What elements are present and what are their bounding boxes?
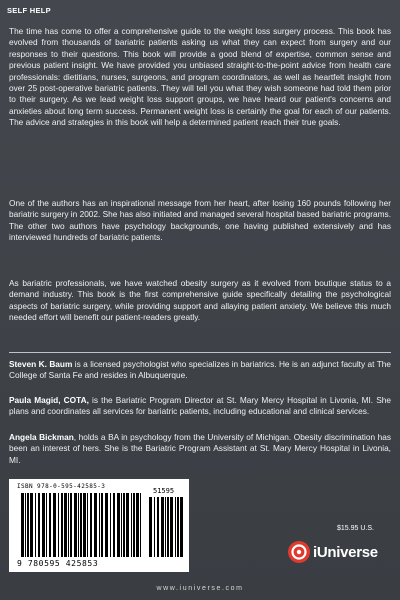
barcode-bar	[113, 493, 115, 557]
barcode-bar	[117, 493, 120, 557]
barcode-bar	[27, 493, 29, 557]
barcode-bar	[46, 493, 47, 557]
barcode-bar	[80, 493, 82, 557]
barcode-bar	[64, 493, 67, 557]
description-paragraph-3: As bariatric professionals, we have watched obesity surgery as it evolved from boutique status to a demand industry. This book is the first comprehensive guide specifically detailing the psychological aspects of bariatric surgery, while providing support and allaying patient anxiety. We believe this much needed effort will benefit our patient-readers greatly.	[9, 278, 391, 323]
publisher-name: iUniverse	[313, 543, 378, 561]
barcode-bar	[78, 493, 79, 557]
section-divider	[9, 352, 391, 353]
barcode-bar	[83, 493, 86, 557]
barcode-bar	[25, 493, 26, 557]
barcode-bar	[38, 493, 40, 557]
barcode-bar	[105, 493, 108, 557]
author-name: Angela Bickman	[9, 432, 74, 442]
description-paragraph-2: One of the authors has an inspirational message from her heart, after losing 160 pounds following her bariatric surgery in 2002. She has also initiated and managed several hospital based bariatric programs. The other two authors have psychology backgrounds, one having published extensively and has interviewed hundreds of bariatric patients.	[9, 198, 391, 243]
isbn-number: ISBN 978-0-595-42585-3	[17, 483, 106, 490]
barcode-bar	[121, 493, 122, 557]
category-label: SELF HELP	[7, 6, 51, 15]
barcode-price-code: 51595	[153, 487, 175, 495]
price-label: $15.95 U.S.	[337, 525, 374, 532]
barcode-bar	[94, 493, 97, 557]
barcode-bar	[154, 497, 155, 557]
description-paragraph-1: The time has come to offer a comprehensive guide to the weight loss surgery process. This book has evolved from thousands of bariatric patients asking us what they can expect from surgery and our responses to their questions. This book will provide a good blend of expertise, common sense and previous patient insight. We have provided you unbiased straight-to-the-point advice from health care professionals: dietitians, nurses, surgeons, and program coordinators, as well as heartfelt insight from over 25 post-operative bariatric patients. They will tell you what they wish someone had told them prior to their surgery. As we lead weight loss support groups, we have heard our patient's concerns and anxieties about long term success. Permanent weight loss is certainly the goal for each of our patients. The advice and strategies in this book will help a determined patient reach their true goals.	[9, 26, 391, 128]
barcode-bar	[131, 493, 132, 557]
publisher-website: www.iuniverse.com	[156, 585, 244, 592]
barcode-bar	[180, 497, 183, 557]
barcode-bar	[157, 497, 159, 557]
barcode-bars-addon	[149, 497, 183, 557]
barcode-bar	[126, 493, 129, 557]
barcode-bar	[74, 493, 77, 557]
iuniverse-logo-icon	[287, 540, 311, 564]
barcode-bar	[161, 497, 164, 557]
barcode-bar	[35, 493, 36, 557]
barcode-bar	[68, 493, 69, 557]
barcode-bar	[177, 497, 179, 557]
barcode-bar	[70, 493, 72, 557]
author-bio-text: is a licensed psychologist who specializes in bariatrics. He is an adjunct faculty at The College of Santa Fe and resides in Albuquerque.	[9, 359, 391, 381]
barcode-bar	[42, 493, 45, 557]
author-bio-text: is the Bariatric Program Director at St. Mary Mercy Hospital in Livonia, MI. She plans and coordinates all services for bariatric patients, including educational and clinical services.	[9, 395, 391, 417]
author-name: Paula Magid, COTA,	[9, 395, 89, 405]
author-bio-text: , holds a BA in psychology from the University of Michigan. Obesity discrimination has been an interest of hers. She is the Bariatric Program Assistant at St. Mary Mercy Hospital in Livonia, MI.	[9, 432, 391, 465]
barcode-bar	[133, 493, 135, 557]
barcode-bar	[53, 493, 56, 557]
barcode-bar	[99, 493, 100, 557]
barcode-bar	[101, 493, 103, 557]
isbn-barcode	[9, 479, 189, 572]
ean-digits: 9 780595 425853	[17, 559, 99, 568]
author-bio-magid	[9, 395, 391, 418]
barcode-bar	[30, 493, 33, 557]
barcode-bars-main	[21, 493, 141, 557]
barcode-bar	[90, 493, 92, 557]
barcode-bar	[140, 493, 141, 557]
barcode-bar	[175, 497, 176, 557]
barcode-bar	[61, 493, 63, 557]
barcode-bar	[49, 493, 51, 557]
barcode-bar	[87, 493, 88, 557]
author-bio-baum	[9, 359, 391, 382]
author-bio-bickman	[9, 432, 391, 466]
barcode-bar	[110, 493, 111, 557]
barcode-bar	[167, 497, 169, 557]
barcode-bar	[136, 493, 139, 557]
author-name: Steven K. Baum	[9, 359, 73, 369]
barcode-bar	[123, 493, 125, 557]
barcode-bar	[58, 493, 59, 557]
barcode-bar	[170, 497, 173, 557]
barcode-bar	[165, 497, 166, 557]
barcode-bar	[21, 493, 24, 557]
publisher-logo	[287, 538, 378, 566]
barcode-bar	[149, 497, 152, 557]
